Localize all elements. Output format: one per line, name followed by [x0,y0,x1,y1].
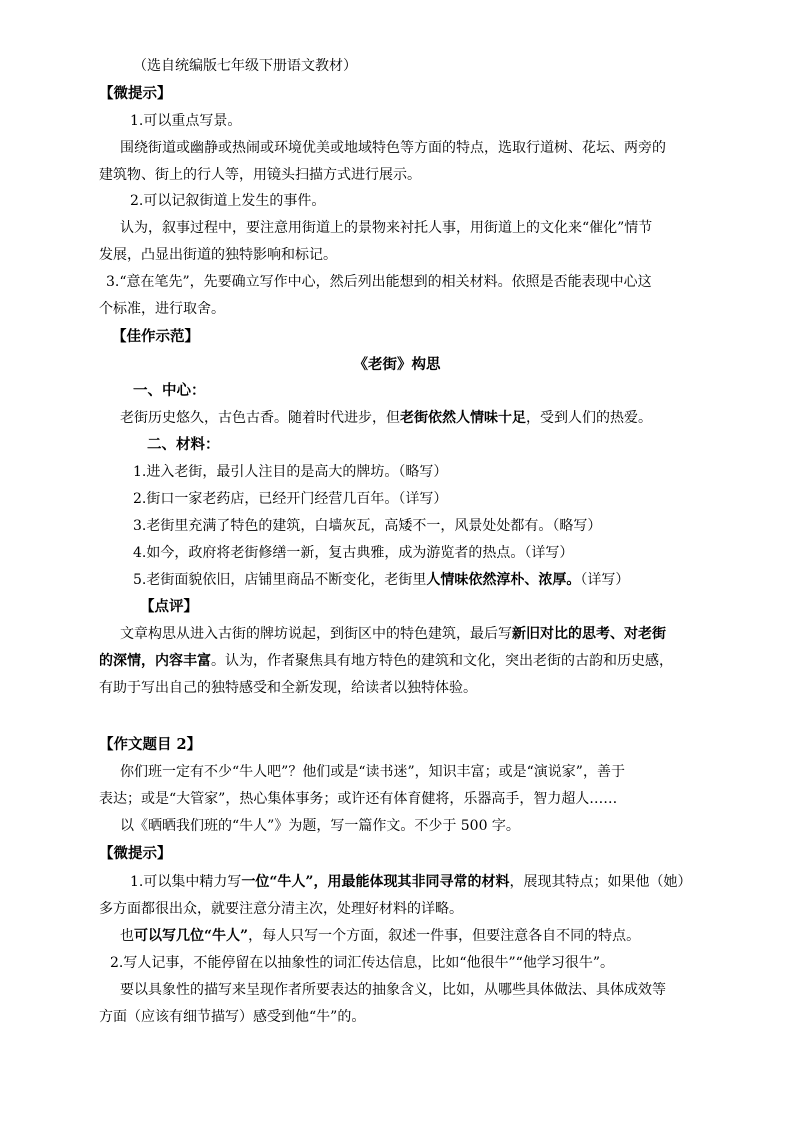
tip-2-detail-line-1: 认为，叙事过程中，要注意用街道上的景物来衬托人事，用街道上的文化来“催化”情节 [120,220,653,236]
comment-heading: 【点评】 [140,598,198,615]
topic-2-heading: 【作文题目 2】 [99,736,202,753]
material-2: 2.街口一家老药店，已经开门经营几百年。（详写） [133,491,448,507]
material-3: 3.老街里充满了特色的建筑，白墙灰瓦，高矮不一，风景处处都有。（略写） [133,518,602,534]
topic-2-tip-2-detail-line-2: 方面（应该有细节描写）感受到他“牛”的。 [99,1009,366,1025]
tip-1: 1.可以重点写景。 [130,113,242,129]
tip-1-detail-line-2: 建筑物、街上的行人等，用镜头扫描方式进行展示。 [99,167,421,183]
material-heading: 二、材料： [147,436,220,453]
topic-2-tip-1-d-a: 也 [120,928,134,944]
topic-2-tip-1-a: 1.可以集中精力写 [130,874,242,890]
topic-2-tip-1-line-1 [130,872,691,892]
source-note: （选自统编版七年级下册语文教材） [133,58,357,74]
material-1: 1.进入老街，最引人注目的是高大的牌坊。（略写） [133,464,448,480]
comment-line-1 [120,624,666,644]
topic-2-tip-1-line-3 [120,926,640,946]
topic-2-prompt: 以《晒晒我们班的“牛人”》为题，写一篇作文。不少于 500 字。 [120,818,520,834]
tips-heading-2: 【微提示】 [99,845,172,862]
topic-2-tip-1-bold: 一位“牛人”，用最能体现其非同寻常的材料 [241,874,510,890]
topic-2-tip-2-detail-line-1: 要以具象性的描写来呈现作者所要表达的抽象含义，比如，从哪些具体做法、具体成效等 [120,982,666,998]
center-text-bold: 老街依然人情味十足 [400,410,526,426]
topic-2-tip-1-d-bold: 可以写几位“牛人” [134,928,249,944]
tip-1-detail-line-1: 围绕街道或幽静或热闹或环境优美或地域特色等方面的特点，选取行道树、花坛、两旁的 [120,140,666,156]
topic-2-tip-1-b: ，展现其特点；如果他（她） [509,874,692,890]
center-heading: 一、中心： [133,382,206,399]
tip-2-detail-line-2: 发展，凸显出街道的独特影响和标记。 [99,247,337,263]
topic-2-para-1-line-2: 表达；或是“大管家”，热心集体事务；或许还有体育健将，乐器高手，智力超人…… [99,791,618,807]
comment-line-2 [99,651,673,671]
material-5 [133,570,629,590]
material-5-bold: 人情味依然淳朴、浓厚。 [426,572,581,588]
comment-line-1-bold: 新旧对比的思考、对老街 [512,626,666,642]
comment-line-2-bold: 的深情，内容丰富 [99,653,211,669]
comment-line-3: 有助于写出自己的独特感受和全新发现，给读者以独特体验。 [99,680,477,696]
center-text [120,408,652,428]
topic-2-tip-1-line-2: 多方面都很出众，就要注意分清主次，处理好材料的详略。 [99,901,463,917]
center-text-a: 老街历史悠久，古色古香。随着时代进步，但 [120,410,400,426]
tip-3-line-1: 3.“意在笔先”，先要确立写作中心，然后列出能想到的相关材料。依照是否能表现中心这 [106,274,652,290]
center-text-b: ，受到人们的热爱。 [526,410,652,426]
example-title: 《老街》构思 [353,356,441,373]
material-5-a: 5.老街面貌依旧，店铺里商品不断变化，老街里 [133,572,427,588]
topic-2-para-1-line-1: 你们班一定有不少“牛人吧”？他们或是“读书迷”，知识丰富；或是“演说家”，善于 [120,764,625,780]
tip-2: 2.可以记叙街道上发生的事件。 [130,193,326,209]
topic-2-tip-1-d-b: ，每人只写一个方面，叙述一件事，但要注意各自不同的特点。 [248,928,641,944]
material-4: 4.如今，政府将老街修缮一新，复古典雅，成为游览者的热点。（详写） [133,545,574,561]
tip-3-line-2: 个标准，进行取舍。 [99,301,225,317]
topic-2-tip-2: 2.写人记事，不能停留在以抽象性的词汇传达信息，比如“他很牛”“他学习很牛”。 [110,955,614,971]
comment-line-2-b: 。认为，作者聚焦具有地方特色的建筑和文化，突出老街的古韵和历史感， [211,653,673,669]
comment-line-1-a: 文章构思从进入古街的牌坊说起，到街区中的特色建筑，最后写 [120,626,512,642]
tips-heading-1: 【微提示】 [99,85,172,102]
example-heading: 【佳作示范】 [112,328,199,345]
material-5-b: （详写） [580,572,630,588]
